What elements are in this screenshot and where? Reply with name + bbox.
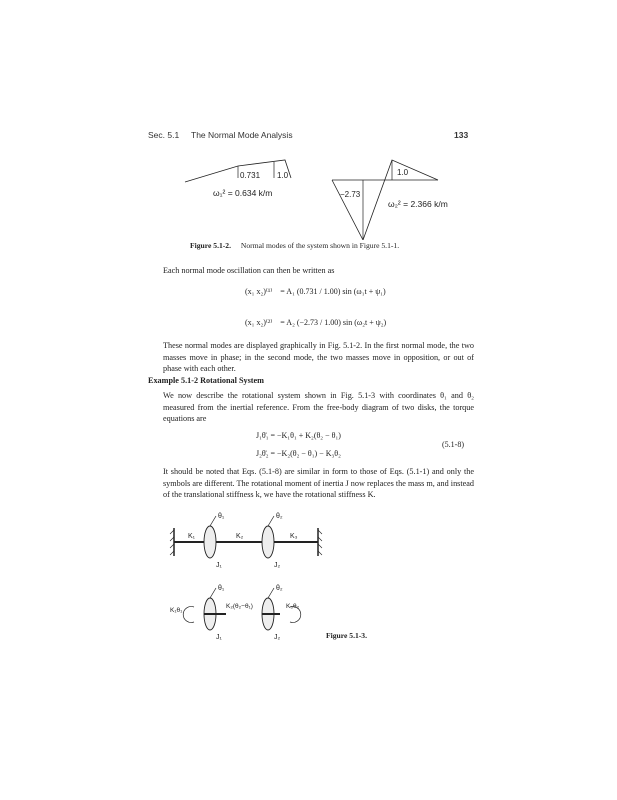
label-k3: K₃ xyxy=(290,533,298,540)
torque-arrow-1 xyxy=(183,607,194,623)
mode2-amp1-label: −2.73 xyxy=(340,190,361,199)
fbd-label-j1: J₁ xyxy=(216,634,222,641)
fbd-label-k2: K₂(θ₂−θ₁) xyxy=(226,603,253,610)
paragraph-normal-modes: These normal modes are displayed graphically in Fig. 5.1-2. In the first normal mode, the two masses move in phase; in the second mode, the two masses move in opposition, or out of phase with each other. xyxy=(163,341,474,373)
mode1-equation xyxy=(245,287,386,296)
mode1-amp1-label: 0.731 xyxy=(240,171,261,180)
label-k2: K₂ xyxy=(236,533,244,540)
rotational-system-figure xyxy=(168,512,328,652)
example-paragraph: We now describe the rotational system shown in Fig. 5.1-3 with coordinates θ₁ and θ₂ measured from the inertial reference. From the free-body diagram of two disks, the torque equations are xyxy=(163,391,474,423)
mode2-frequency: ω₂² = 2.366 k/m xyxy=(388,199,448,209)
page-number: 133 xyxy=(454,130,469,140)
mode1-amp2-label: 1.0 xyxy=(277,171,289,180)
torque-equation-2: J₂θ̈₂ = −K₂(θ₂ − θ₁) − K₃θ₂ xyxy=(256,449,341,458)
disk-1 xyxy=(204,526,216,558)
equation-number: (5.1-8) xyxy=(442,440,464,449)
example-title: Example 5.1-2 Rotational System xyxy=(148,376,264,385)
paragraph-mode-oscillation: Each normal mode oscillation can then be written as xyxy=(163,266,335,275)
mode2-amp2-label: 1.0 xyxy=(397,168,409,177)
fbd-label-k1: K₁θ₁ xyxy=(170,607,183,614)
theta2-arrow xyxy=(268,516,274,526)
label-j1: J₁ xyxy=(216,562,222,569)
theta1-arrow xyxy=(210,516,216,526)
normal-modes-figure xyxy=(170,150,460,240)
label-k1: K₁ xyxy=(188,533,196,540)
label-theta2: θ₂ xyxy=(276,513,283,520)
fbd-label-theta2: θ₂ xyxy=(276,585,283,592)
torque-equation-1: J₁θ̈₁ = −K₁θ₁ + K₂(θ₂ − θ₁) xyxy=(256,431,341,440)
mode2-equation-rhs: = A₂ (−2.73 / 1.00) sin (ω₂t + ψ₂) xyxy=(280,318,387,327)
fbd-label-j2: J₂ xyxy=(274,634,281,641)
example-paragraph-2: It should be noted that Eqs. (5.1-8) are similar in form to those of Eqs. (5.1-1) and only the symbols are different. The rotational moment of inertia J now replaces the mass m, and instead of the translational stiffness k, we have the rotational stiffness K. xyxy=(163,467,474,499)
figure-5-1-2-caption xyxy=(190,241,399,250)
mode1-frequency: ω₁² = 0.634 k/m xyxy=(213,188,273,198)
figure-caption-label: Figure 5.1-2. xyxy=(190,241,231,250)
fbd-label-theta1: θ₁ xyxy=(218,585,225,592)
running-head-title: The Normal Mode Analysis xyxy=(191,130,293,140)
fbd-label-k3: K₃θ₂ xyxy=(286,603,300,610)
label-j2: J₂ xyxy=(274,562,281,569)
mode1-equation-rhs: = A₁ (0.731 / 1.00) sin (ω₁t + ψ₁) xyxy=(280,287,386,296)
figure-caption-text: Normal modes of the system shown in Figure 5.1-1. xyxy=(240,241,400,250)
disk-2 xyxy=(262,526,274,558)
figure-5-1-3-caption: Figure 5.1-3. xyxy=(326,631,367,640)
label-theta1: θ₁ xyxy=(218,513,225,520)
mode2-equation xyxy=(245,318,386,327)
mode2-equation-lhs: (x₁ x₂)⁽²⁾ xyxy=(245,318,273,327)
mode1-equation-lhs: (x₁ x₂)⁽¹⁾ xyxy=(245,287,273,296)
running-head-section: Sec. 5.1 xyxy=(148,130,180,140)
